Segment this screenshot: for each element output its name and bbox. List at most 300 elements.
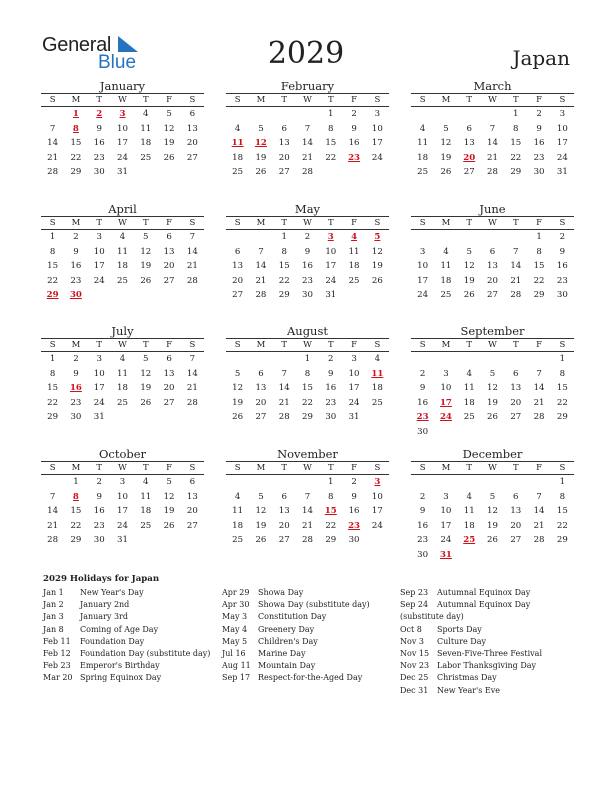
day-cell: 22 xyxy=(47,397,59,408)
day-cell: 16 xyxy=(302,261,313,271)
weekday-header xyxy=(41,93,204,107)
day-cell: 31 xyxy=(93,412,105,422)
day-cell: 7 xyxy=(513,246,519,257)
day-grid xyxy=(226,107,389,180)
holiday-name: (substitute day) xyxy=(400,612,464,622)
day-cell: 14 xyxy=(302,506,313,516)
day-cell: 28 xyxy=(302,167,313,177)
day-cell: 24 xyxy=(93,397,105,408)
day-cell: 31 xyxy=(556,167,568,177)
month-name: May xyxy=(294,202,321,216)
day-cell: 7 xyxy=(489,123,496,134)
month-name: March xyxy=(473,79,512,93)
weekday-label: S xyxy=(49,340,56,350)
day-cell: 28 xyxy=(47,535,59,545)
day-cell: 23 xyxy=(556,275,568,286)
day-cell: 31 xyxy=(117,535,128,545)
day-cell: 26 xyxy=(163,152,175,163)
holiday-day-cell: 31 xyxy=(439,549,452,560)
holiday-entry xyxy=(43,599,210,611)
day-cell: 7 xyxy=(49,491,56,502)
day-cell: 13 xyxy=(232,261,244,271)
day-cell: 13 xyxy=(163,368,175,379)
day-cell: 1 xyxy=(49,232,56,242)
day-cell: 10 xyxy=(348,368,360,379)
day-cell: 17 xyxy=(117,506,128,516)
weekday-label: M xyxy=(256,340,266,350)
weekday-label: S xyxy=(419,340,426,350)
day-cell: 12 xyxy=(163,491,175,502)
holiday-name: Showa Day (substitute day) xyxy=(258,600,370,610)
day-cell: 8 xyxy=(513,123,519,134)
empty-day-cell xyxy=(296,107,319,122)
day-cell: 27 xyxy=(232,290,244,300)
day-cell: 13 xyxy=(255,383,267,393)
day-cell: 25 xyxy=(440,290,452,300)
day-cell: 17 xyxy=(93,383,105,393)
holiday-entry xyxy=(43,611,210,623)
holiday-day-cell: 4 xyxy=(351,232,358,242)
holiday-name: Mountain Day xyxy=(258,661,316,671)
day-cell: 14 xyxy=(186,246,198,257)
weekday-label: W xyxy=(303,95,312,105)
weekday-label: S xyxy=(374,218,381,228)
weekday-label: T xyxy=(142,95,149,105)
month-august xyxy=(226,324,389,425)
weekday-label: F xyxy=(166,340,173,350)
day-cell: 16 xyxy=(93,138,105,148)
weekday-label: T xyxy=(512,218,519,228)
holiday-date: Mar 20 xyxy=(43,673,73,683)
weekday-label: F xyxy=(536,95,543,105)
day-cell: 18 xyxy=(140,506,152,516)
weekday-label: M xyxy=(256,95,266,105)
weekday-label: T xyxy=(96,218,103,228)
day-cell: 1 xyxy=(559,477,566,487)
weekday-label: S xyxy=(189,340,196,350)
day-cell: 1 xyxy=(328,109,334,119)
weekday-label: W xyxy=(303,218,312,228)
holiday-name: Marine Day xyxy=(258,649,306,659)
weekday-label: S xyxy=(374,340,381,350)
day-cell: 6 xyxy=(513,491,519,502)
day-cell: 9 xyxy=(73,246,79,257)
day-cell: 10 xyxy=(556,123,568,134)
empty-day-cell xyxy=(527,475,550,490)
day-grid xyxy=(41,230,204,303)
holiday-name: Seven-Five-Three Festival xyxy=(437,649,543,659)
holiday-entry xyxy=(43,672,210,684)
month-april xyxy=(41,202,204,303)
day-cell: 29 xyxy=(70,167,82,177)
day-cell: 3 xyxy=(351,354,357,364)
empty-day-cell xyxy=(296,475,319,490)
month-name: August xyxy=(286,324,328,338)
holiday-list-col-3 xyxy=(400,587,542,697)
day-cell: 9 xyxy=(351,123,357,134)
holiday-entry xyxy=(222,648,370,660)
day-cell: 12 xyxy=(232,383,244,393)
day-cell: 8 xyxy=(536,246,542,257)
month-name: September xyxy=(460,324,525,338)
day-cell: 5 xyxy=(234,368,241,379)
day-cell: 27 xyxy=(278,535,290,545)
day-cell: 30 xyxy=(302,290,313,300)
holiday-date: Sep 24 xyxy=(400,600,429,610)
day-cell: 27 xyxy=(463,167,475,177)
empty-day-cell xyxy=(458,230,481,245)
day-cell: 20 xyxy=(510,397,522,408)
day-cell: 13 xyxy=(186,123,198,134)
day-cell: 2 xyxy=(96,477,102,487)
empty-day-cell xyxy=(41,107,64,122)
day-cell: 10 xyxy=(93,246,105,257)
day-cell: 16 xyxy=(348,138,360,148)
weekday-label: S xyxy=(559,95,566,105)
holiday-entry xyxy=(222,611,370,623)
day-cell: 24 xyxy=(556,152,568,163)
day-cell: 23 xyxy=(417,535,429,545)
weekday-label: S xyxy=(374,95,381,105)
day-cell: 23 xyxy=(93,520,105,531)
day-cell: 8 xyxy=(559,368,566,379)
day-cell: 1 xyxy=(536,232,542,242)
holiday-name: Constitution Day xyxy=(258,612,327,622)
day-cell: 19 xyxy=(371,261,383,271)
day-cell: 27 xyxy=(510,535,522,545)
day-cell: 12 xyxy=(371,246,383,257)
day-cell: 16 xyxy=(325,383,337,393)
weekday-label: T xyxy=(142,463,149,473)
day-cell: 25 xyxy=(417,167,429,177)
empty-day-cell xyxy=(226,107,249,122)
holiday-date: Feb 11 xyxy=(43,636,71,646)
day-cell: 1 xyxy=(513,109,519,119)
month-name: November xyxy=(277,447,338,461)
weekday-label: S xyxy=(419,463,426,473)
weekday-label: T xyxy=(466,218,473,228)
day-cell: 30 xyxy=(93,535,105,545)
day-cell: 8 xyxy=(281,246,287,257)
day-cell: 5 xyxy=(143,232,149,242)
weekday-label: T xyxy=(281,95,288,105)
day-cell: 9 xyxy=(419,506,426,516)
empty-day-cell xyxy=(273,475,296,490)
holiday-date: Nov 23 xyxy=(400,661,430,671)
day-cell: 5 xyxy=(143,354,149,364)
day-cell: 26 xyxy=(371,275,383,286)
day-cell: 23 xyxy=(302,275,313,286)
holiday-date: Sep 17 xyxy=(222,673,251,683)
holiday-name: Coming of Age Day xyxy=(80,624,159,634)
weekday-label: T xyxy=(281,463,288,473)
day-cell: 10 xyxy=(440,383,452,393)
day-cell: 8 xyxy=(328,491,334,502)
day-cell: 18 xyxy=(140,138,152,148)
day-cell: 21 xyxy=(533,520,545,531)
holiday-entry xyxy=(43,624,210,636)
day-cell: 29 xyxy=(510,167,522,177)
weekday-label: W xyxy=(488,340,497,350)
weekday-label: M xyxy=(71,95,81,105)
day-cell: 20 xyxy=(510,520,522,531)
day-cell: 5 xyxy=(166,477,172,487)
day-cell: 27 xyxy=(186,520,198,531)
day-cell: 2 xyxy=(419,368,426,379)
day-cell: 9 xyxy=(73,368,79,379)
holiday-date: Nov 3 xyxy=(400,636,424,646)
day-cell: 17 xyxy=(371,506,383,516)
weekday-label: S xyxy=(559,463,566,473)
weekday-header xyxy=(411,338,574,352)
weekday-label: T xyxy=(512,463,519,473)
day-cell: 1 xyxy=(559,354,566,364)
day-cell: 5 xyxy=(443,123,449,134)
day-cell: 3 xyxy=(559,109,566,119)
day-cell: 24 xyxy=(348,397,360,408)
day-cell: 25 xyxy=(463,412,475,422)
day-cell: 6 xyxy=(166,232,172,242)
empty-day-cell xyxy=(41,475,64,490)
holiday-name: Respect-for-the-Aged Day xyxy=(258,673,363,683)
day-cell: 10 xyxy=(440,506,452,516)
day-cell: 18 xyxy=(117,261,128,271)
day-cell: 15 xyxy=(533,261,545,271)
day-cell: 30 xyxy=(70,412,82,422)
holiday-day-cell: 23 xyxy=(416,412,429,422)
empty-day-cell xyxy=(434,230,457,245)
empty-day-cell xyxy=(226,475,249,490)
weekday-label: W xyxy=(303,463,312,473)
day-cell: 16 xyxy=(417,520,429,531)
day-cell: 18 xyxy=(463,520,475,531)
day-cell: 26 xyxy=(487,535,498,545)
day-cell: 15 xyxy=(510,138,522,148)
empty-day-cell xyxy=(249,352,272,367)
weekday-label: S xyxy=(189,218,196,228)
day-cell: 23 xyxy=(533,152,545,163)
day-cell: 15 xyxy=(70,506,82,516)
day-cell: 6 xyxy=(258,368,264,379)
day-cell: 7 xyxy=(281,368,287,379)
holiday-day-cell: 23 xyxy=(348,152,361,163)
day-cell: 29 xyxy=(325,535,337,545)
day-cell: 31 xyxy=(117,167,128,177)
day-cell: 22 xyxy=(47,275,59,286)
weekday-label: F xyxy=(536,463,543,473)
weekday-header xyxy=(226,216,389,230)
day-cell: 4 xyxy=(143,477,149,487)
weekday-label: T xyxy=(96,95,103,105)
day-cell: 1 xyxy=(304,354,311,364)
day-cell: 28 xyxy=(255,290,267,300)
day-cell: 18 xyxy=(417,152,429,163)
holiday-name: Foundation Day xyxy=(80,636,145,646)
day-cell: 17 xyxy=(556,138,568,148)
day-grid xyxy=(41,107,204,180)
weekday-label: F xyxy=(351,95,358,105)
holiday-day-cell: 11 xyxy=(231,138,244,148)
day-cell: 4 xyxy=(143,109,149,119)
day-cell: 14 xyxy=(302,138,313,148)
holiday-name: Sports Day xyxy=(437,624,482,634)
day-cell: 6 xyxy=(189,109,196,119)
day-cell: 26 xyxy=(463,290,475,300)
day-cell: 24 xyxy=(371,520,383,531)
day-cell: 21 xyxy=(278,397,290,408)
day-cell: 25 xyxy=(117,275,128,286)
month-name: December xyxy=(462,447,523,461)
weekday-label: T xyxy=(327,463,334,473)
day-cell: 10 xyxy=(325,246,337,257)
day-cell: 29 xyxy=(278,290,290,300)
day-cell: 8 xyxy=(49,368,56,379)
day-cell: 9 xyxy=(351,491,357,502)
day-cell: 7 xyxy=(49,123,56,134)
day-cell: 19 xyxy=(140,261,152,271)
empty-day-cell xyxy=(527,352,550,367)
day-grid xyxy=(41,352,204,425)
day-cell: 5 xyxy=(466,246,472,257)
day-cell: 7 xyxy=(536,368,542,379)
day-cell: 17 xyxy=(348,383,360,393)
day-cell: 9 xyxy=(96,123,102,134)
month-name: June xyxy=(479,202,506,216)
weekday-label: W xyxy=(118,340,127,350)
day-cell: 6 xyxy=(466,123,472,134)
day-cell: 25 xyxy=(232,167,244,177)
weekday-label: F xyxy=(166,463,173,473)
day-cell: 8 xyxy=(559,491,566,502)
day-cell: 12 xyxy=(487,383,498,393)
day-cell: 30 xyxy=(325,412,337,422)
day-cell: 6 xyxy=(234,246,241,257)
day-cell: 29 xyxy=(533,290,545,300)
empty-day-cell xyxy=(481,475,504,490)
holiday-date: Jan 3 xyxy=(43,612,64,622)
empty-day-cell xyxy=(481,107,504,122)
day-cell: 12 xyxy=(140,246,152,257)
holiday-entry xyxy=(400,685,542,697)
day-cell: 19 xyxy=(140,383,152,393)
empty-day-cell xyxy=(434,475,457,490)
holiday-entry xyxy=(222,599,370,611)
day-cell: 19 xyxy=(232,397,244,408)
day-cell: 25 xyxy=(232,535,244,545)
day-cell: 20 xyxy=(163,261,175,271)
day-cell: 3 xyxy=(96,354,102,364)
weekday-label: S xyxy=(374,463,381,473)
weekday-label: S xyxy=(419,95,426,105)
holiday-entry xyxy=(43,648,210,660)
day-cell: 22 xyxy=(70,152,82,163)
holiday-name: Showa Day xyxy=(258,588,304,597)
month-march xyxy=(411,79,574,180)
holiday-entry xyxy=(222,660,370,672)
logo-text-blue: Blue xyxy=(98,52,137,73)
day-cell: 28 xyxy=(510,290,522,300)
day-cell: 30 xyxy=(533,167,545,177)
day-cell: 8 xyxy=(304,368,311,379)
day-cell: 23 xyxy=(70,275,82,286)
holiday-day-cell: 3 xyxy=(327,232,334,242)
holiday-name: Foundation Day (substitute day) xyxy=(80,649,211,659)
day-cell: 26 xyxy=(163,520,175,531)
weekday-label: S xyxy=(419,218,426,228)
day-cell: 11 xyxy=(440,261,452,271)
weekday-label: S xyxy=(49,463,56,473)
holiday-name: Spring Equinox Day xyxy=(80,673,162,683)
day-cell: 14 xyxy=(510,261,522,271)
day-cell: 3 xyxy=(419,246,426,257)
month-july xyxy=(41,324,204,425)
day-cell: 28 xyxy=(186,275,198,286)
day-grid xyxy=(411,352,574,439)
weekday-label: T xyxy=(466,95,473,105)
day-cell: 10 xyxy=(371,491,383,502)
day-cell: 26 xyxy=(255,167,267,177)
holiday-name: Emperor's Birthday xyxy=(80,661,160,671)
holiday-name: Autumnal Equinox Day xyxy=(437,600,531,610)
day-cell: 21 xyxy=(255,275,267,286)
day-grid xyxy=(411,230,574,303)
day-cell: 12 xyxy=(163,123,175,134)
day-cell: 6 xyxy=(166,354,172,364)
day-cell: 3 xyxy=(96,232,102,242)
day-cell: 5 xyxy=(166,109,172,119)
weekday-label: S xyxy=(234,218,241,228)
day-cell: 15 xyxy=(556,506,568,516)
weekday-label: W xyxy=(303,340,312,350)
day-cell: 12 xyxy=(440,138,452,148)
weekday-label: W xyxy=(488,218,497,228)
day-cell: 31 xyxy=(325,290,337,300)
day-cell: 24 xyxy=(371,152,383,163)
holiday-date: Dec 31 xyxy=(400,685,429,695)
day-cell: 16 xyxy=(533,138,545,148)
weekday-label: W xyxy=(118,218,127,228)
day-cell: 7 xyxy=(536,491,542,502)
month-january xyxy=(41,79,204,180)
day-cell: 25 xyxy=(140,520,152,531)
day-cell: 6 xyxy=(513,368,519,379)
day-cell: 21 xyxy=(302,520,313,531)
day-grid xyxy=(226,352,389,425)
weekday-label: M xyxy=(441,95,451,105)
weekday-header xyxy=(411,93,574,107)
day-cell: 3 xyxy=(443,368,449,379)
weekday-label: M xyxy=(256,218,266,228)
day-cell: 19 xyxy=(463,275,475,286)
day-cell: 17 xyxy=(417,275,429,286)
empty-day-cell xyxy=(504,475,527,490)
day-cell: 3 xyxy=(119,477,126,487)
weekday-label: F xyxy=(351,340,358,350)
day-cell: 19 xyxy=(440,152,452,163)
holiday-entry xyxy=(222,636,370,648)
holiday-date: Oct 8 xyxy=(400,624,422,634)
empty-day-cell xyxy=(458,475,481,490)
empty-day-cell xyxy=(249,475,272,490)
day-cell: 14 xyxy=(533,506,545,516)
weekday-header xyxy=(411,461,574,475)
weekday-label: T xyxy=(327,218,334,228)
day-cell: 27 xyxy=(487,290,498,300)
weekday-label: S xyxy=(49,218,56,228)
empty-day-cell xyxy=(273,107,296,122)
day-cell: 17 xyxy=(440,520,452,531)
empty-day-cell xyxy=(458,107,481,122)
